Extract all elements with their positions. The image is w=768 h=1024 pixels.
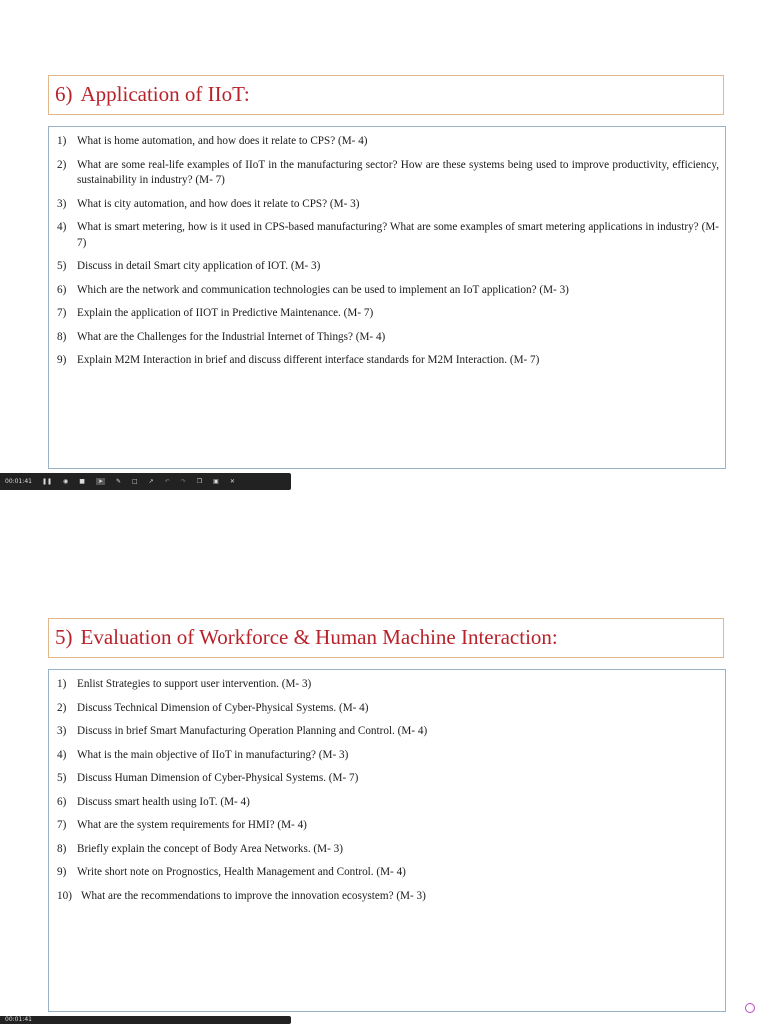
camera-icon[interactable]: ▣ (213, 478, 219, 485)
question-item (57, 283, 719, 299)
question-item (57, 818, 719, 834)
question-box (48, 669, 726, 1012)
question-number: 5) (57, 260, 67, 272)
question-item (57, 220, 719, 251)
question-item (57, 865, 719, 881)
question-text: Explain M2M Interaction in brief and discuss different interface standards for M2M Interaction. (M- 7) (77, 354, 540, 366)
rectangle-icon[interactable]: □ (132, 478, 138, 485)
question-number: 6) (57, 795, 67, 808)
stop-icon[interactable]: ■ (79, 478, 85, 485)
question-item (57, 842, 719, 858)
close-icon[interactable]: ✕ (229, 478, 235, 485)
section-title-box (48, 618, 724, 658)
question-number: 4) (57, 221, 67, 233)
pen-icon[interactable]: ✎ (115, 478, 121, 485)
section-title: Application of IIoT: (80, 82, 250, 106)
question-text: Write short note on Prognostics, Health Management and Control. (M- 4) (77, 866, 406, 878)
question-item (57, 724, 719, 740)
question-item (57, 158, 719, 189)
question-text: What is city automation, and how does it relate to CPS? (M- 3) (77, 197, 360, 210)
question-text: Discuss smart health using IoT. (M- 4) (77, 795, 250, 808)
question-number: 3) (57, 725, 67, 737)
question-text: Discuss Human Dimension of Cyber-Physical Systems. (M- 7) (77, 772, 359, 784)
question-text: What are the Challenges for the Industrial Internet of Things? (M- 4) (77, 330, 386, 343)
question-number: 8) (57, 842, 67, 855)
question-item (57, 306, 719, 322)
question-number: 10) (57, 889, 72, 902)
section-title-box (48, 75, 724, 115)
question-item (57, 330, 719, 346)
question-number: 3) (57, 197, 67, 210)
record-icon[interactable]: ◉ (63, 478, 69, 485)
question-number: 5) (57, 772, 67, 784)
question-number: 1) (57, 678, 67, 690)
question-text: Enlist Strategies to support user intervention. (M- 3) (77, 678, 312, 690)
question-item (57, 353, 719, 369)
question-text: What is smart metering, how is it used in CPS-based manufacturing? What are some examples of smart metering applications in industry? (M- 7) (77, 221, 719, 249)
question-number: 7) (57, 307, 67, 319)
question-number: 1) (57, 135, 67, 147)
arrow-icon[interactable]: ↗ (148, 478, 154, 485)
question-item (57, 795, 719, 811)
question-text: Discuss in detail Smart city application of IOT. (M- 3) (77, 260, 321, 272)
question-number: 2) (57, 701, 67, 714)
question-item (57, 197, 719, 213)
recording-timer: 00:01:41 (5, 1016, 32, 1023)
question-list (57, 677, 719, 904)
copy-icon[interactable]: ❐ (196, 478, 203, 485)
question-item (57, 701, 719, 717)
section-number: 5) (55, 625, 73, 649)
question-item (57, 748, 719, 764)
redo-icon[interactable]: ↷ (180, 478, 186, 485)
question-number: 6) (57, 283, 67, 296)
question-item (57, 134, 719, 150)
recording-toolbar (0, 1016, 291, 1024)
question-text: Discuss in brief Smart Manufacturing Operation Planning and Control. (M- 4) (77, 725, 428, 737)
question-text: What are some real-life examples of IIoT in the manufacturing sector? How are these systems being used to improve productivity, efficiency, sustainability in industry? (M- 7) (77, 158, 719, 186)
question-number: 4) (57, 748, 67, 761)
edge-logo-icon (745, 1003, 755, 1013)
section-title: Evaluation of Workforce & Human Machine Interaction: (80, 625, 558, 649)
question-text: Which are the network and communication technologies can be used to implement an IoT application? (M- 3) (77, 283, 569, 296)
question-number: 2) (57, 158, 67, 171)
undo-icon[interactable]: ↶ (164, 478, 170, 485)
question-text: Briefly explain the concept of Body Area Networks. (M- 3) (77, 842, 343, 855)
pause-icon[interactable]: ❚❚ (41, 478, 53, 485)
section-number: 6) (55, 82, 73, 106)
question-list (57, 134, 719, 369)
question-number: 8) (57, 330, 67, 343)
question-number: 9) (57, 354, 67, 366)
question-item (57, 677, 719, 693)
question-box (48, 126, 726, 469)
question-text: Explain the application of IIOT in Predictive Maintenance. (M- 7) (77, 307, 374, 319)
question-text: Discuss Technical Dimension of Cyber-Physical Systems. (M- 4) (77, 701, 369, 714)
question-number: 7) (57, 819, 67, 831)
question-item (57, 259, 719, 275)
question-text: What are the recommendations to improve the innovation ecosystem? (M- 3) (81, 889, 426, 902)
question-text: What are the system requirements for HMI? (M- 4) (77, 819, 307, 831)
question-item (57, 889, 719, 905)
question-item (57, 771, 719, 787)
question-text: What is the main objective of IIoT in manufacturing? (M- 3) (77, 748, 349, 761)
recording-toolbar (0, 473, 291, 490)
recording-timer: 00:01:41 (5, 478, 32, 485)
pointer-icon[interactable]: ➤ (97, 478, 103, 485)
question-text: What is home automation, and how does it relate to CPS? (M- 4) (77, 135, 368, 147)
question-number: 9) (57, 866, 67, 878)
